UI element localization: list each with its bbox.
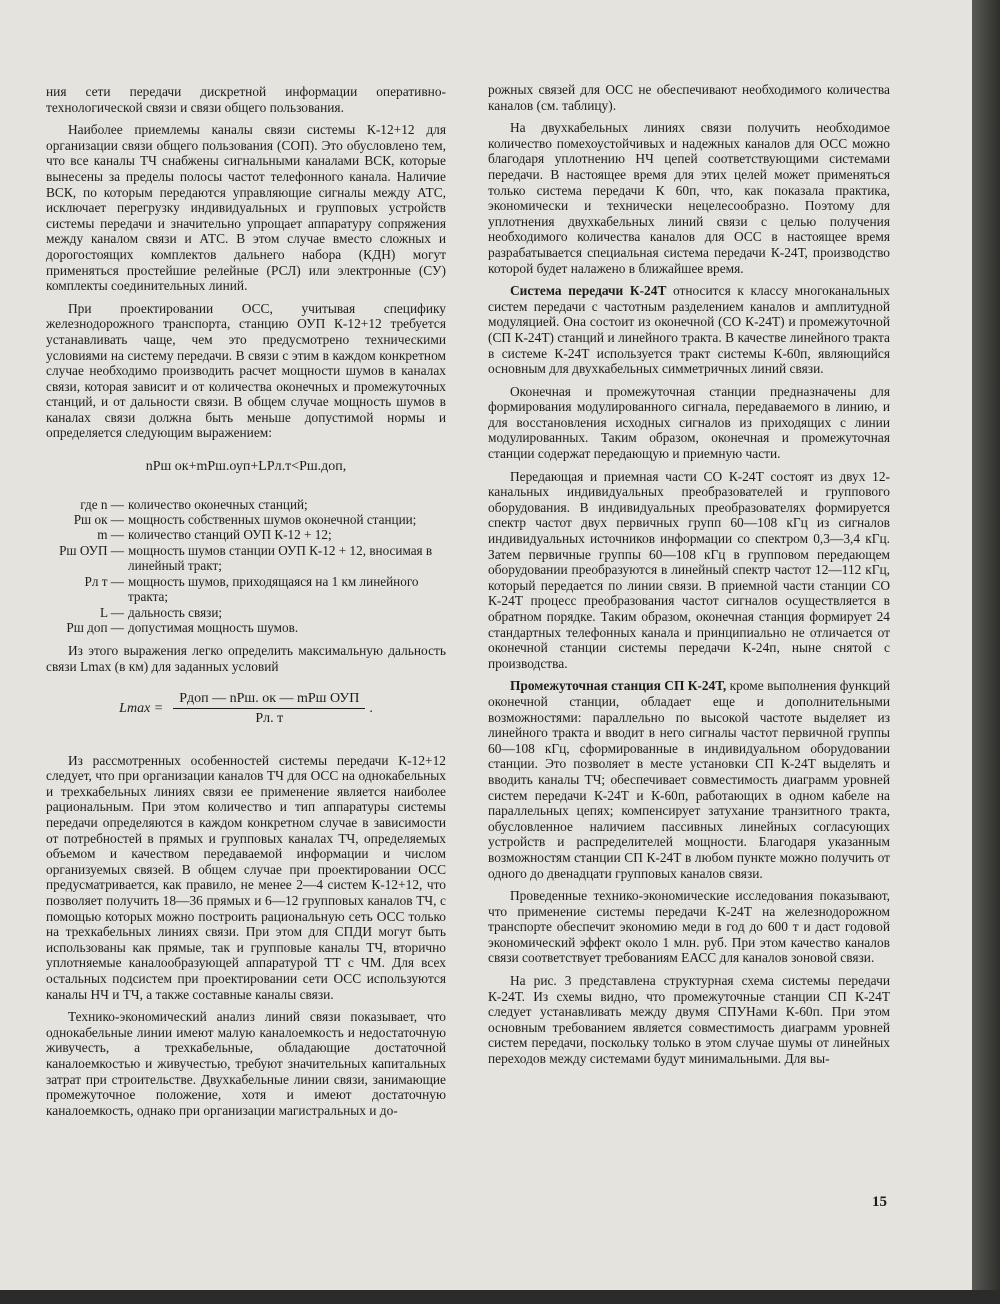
paragraph: ния сети передачи дискретной информации оперативно-технологической связи и связи общего пользования. bbox=[46, 84, 446, 115]
formula-fraction bbox=[173, 691, 365, 727]
definition-text: мощность шумов станции ОУП К-12 + 12, вносимая в линейный тракт; bbox=[128, 542, 433, 574]
definition-text: мощность собственных шумов оконечной станции; bbox=[128, 512, 417, 528]
max-distance-formula bbox=[46, 691, 446, 727]
paragraph: Оконечная и промежуточная станции предназначены для формирования модулированного сигнала, передаваемого в линию, и для восстановления исходных сигналов из приходящих с линии модулированных. Таким образом, оконечная и промежуточная станции содержат передающую и приемную части. bbox=[488, 383, 890, 462]
paragraph: Проведенные технико-экономические исследования показывают, что применение системы передачи К-24Т на железнодорожном транспорте обеспечит экономию меди в год до 600 т и даст годовой экономический эффект около 1 млн. руб. При этом качество каналов связи соответствует требованиям ЕАСС для каналов зоновой связи. bbox=[488, 888, 890, 966]
definition-row bbox=[46, 527, 446, 542]
definition-row bbox=[46, 574, 446, 605]
definition-symbol: Pл т — bbox=[84, 573, 124, 589]
paragraph-lead: Система передачи К-24Т bbox=[510, 283, 667, 299]
scan-bottom-edge bbox=[0, 1290, 1000, 1304]
formula-end: . bbox=[369, 700, 373, 716]
formula-lhs: Lmax = bbox=[119, 700, 164, 716]
paragraph: Из рассмотренных особенностей системы передачи К-12+12 следует, что при организации каналов ТЧ для ОСС на однокабельных и трехкабельных линиях связи ее применение является наиболее рациональным. При этом количество и тип аппаратуры системы передачи определяются в каждом конкретном случае в зависимости от потребностей в прямых и групповых каналах ТЧ, определяемых объемом и качеством передаваемой информации и числом организуемых связей. В общем случае при проектировании ОСС предусматривается, как правило, не менее 2—4 систем К-12+12, что позволяет получить 18—36 прямых и 6—12 групповых каналов ТЧ, с помощью которых можно построить рациональную сеть ОСС только на трехкабельных линиях связи. При этом для СПДИ могут быть использованы как прямые, так и групповые каналы ТЧ, вторично уплотняемые каналообразующей аппаратурой ТТ с ЧМ. Для всех остальных подсистем при проектировании сети ОСС используются каналы НЧ и ТЧ, а также составные каналы связи. bbox=[46, 752, 446, 1002]
definition-symbol: где n — bbox=[80, 496, 124, 512]
paragraph: На рис. 3 представлена структурная схема системы передачи К-24Т. Из схемы видно, что промежуточные станции СП К-24Т следует устанавливать между двумя СПУНами К-60п. При этом основным требованием является совместимость диаграмм уровней систем передачи, поскольку только в этом случае шумы от линейных переходов между системами будут минимальными. Для вы- bbox=[488, 973, 890, 1067]
paragraph: рожных связей для ОСС не обеспечивают необходимого количества каналов (см. таблицу). bbox=[488, 82, 890, 113]
right-column bbox=[488, 82, 890, 1074]
binding-gutter bbox=[972, 0, 1000, 1304]
definition-row bbox=[46, 620, 446, 635]
formula-definitions bbox=[46, 497, 446, 636]
page-number: 15 bbox=[872, 1194, 887, 1210]
definition-symbol: m — bbox=[97, 527, 124, 543]
definition-row bbox=[46, 497, 446, 512]
definition-symbol: L — bbox=[99, 604, 124, 620]
definition-text: мощность шумов, приходящаяся на 1 км линейного тракта; bbox=[128, 573, 419, 605]
definition-row bbox=[46, 543, 446, 574]
definition-text: допустимая мощность шумов. bbox=[128, 619, 299, 635]
definition-symbol: Pш ок — bbox=[73, 512, 124, 528]
paragraph: Наиболее приемлемы каналы связи системы К-12+12 для организации связи общего пользования (СОП). Это обусловлено тем, что все каналы ТЧ снабжены сигнальными каналами ВСК, которые вынесены за пределы полосы частот телефонного канала. Наличие ВСК, по которым передаются управляющие сигналы между АТС, исключает перегрузку индивидуальных и групповых устройств системы передачи и значительно упрощает аппаратуру сопряжения между каналом связи и АТС. В этом случае вместо сложных и дорогостоящих комплектов дальнего набора (КДН) могут применяться простейшие релейные (РСЛ) или электронные (СУ) комплекты соединительных линий. bbox=[46, 122, 446, 294]
paragraph-lead: Промежуточная станция СП К-24Т, bbox=[510, 678, 727, 694]
paragraph-body: кроме выполнения функций оконечной станции, обладает еще и дополнительными возможностями: параллельно по высокой частоте выделяет из линейного тракта и вводит в него сигналы частот первичной группы 60—108 кГц, сформированные в индивидуальном оборудовании станции. Это позволяет в месте установки СП К-24Т выделять и вводить каналы ТЧ; обеспечивает совместимость диаграмм уровней систем передачи К-24Т и К-60п, работающих в одном кабеле на параллельных цепях; компенсирует затухание транзитного тракта, обусловленное наличием пассивных линейных согласующих устройств и распределителей мощности. Благодаря указанным возможностям станции СП К-24Т в любом пункте можно получить от одного до двенадцати групповых каналов связи. bbox=[488, 678, 890, 881]
paragraph: На двухкабельных линиях связи получить необходимое количество помехоустойчивых и надежных каналов для ОСС можно благодаря уплотнению НЧ цепей соответствующими системами передачи. В настоящее время для этих целей может применяться только система передачи К 60п, что, как показала практика, экономически и технически нецелесообразно. Поэтому для уплотнения двухкабельных линий связи с целью получения необходимого количества каналов для ОСС в настоящее время разрабатывается специальная система передачи К-24Т, производство которой будет налажено в ближайшее время. bbox=[488, 120, 890, 276]
noise-inequality-formula: nPш ок+mPш.оуп+LPл.т<Pш.доп, bbox=[145, 459, 347, 475]
definition-text: количество станций ОУП К-12 + 12; bbox=[128, 527, 332, 543]
formula-denominator: Pл. т bbox=[255, 711, 284, 727]
paragraph-body: относится к классу многоканальных систем передачи с частотным разделением каналов и амплитудной модуляцией. Она состоит из оконечной (СО К-24Т) и промежуточной (СП К-24Т) станций и линейного тракта. В качестве линейного тракта в системе К-24Т используется тракт системы К-60п, являющийся основным для двухкабельных симметричных линий связи. bbox=[488, 283, 890, 377]
paragraph: При проектировании ОСС, учитывая специфику железнодорожного транспорта, станцию ОУП К-12+12 требуется устанавливать чаще, чем это предусмотрено техническими условиями на систему передачи. В связи с этим в каждом конкретном случае необходимо производить расчет мощности шумов в каналах связи, которая зависит и от количества оконечных и промежуточных станций, и от дальности связи. В общем случае мощность шумов в каналах связи должна быть меньше допустимой нормы и определяется следующим выражением: bbox=[46, 300, 446, 441]
paragraph: Из этого выражения легко определить максимальную дальность связи Lmax (в км) для заданных условий bbox=[46, 643, 446, 674]
paragraph bbox=[488, 283, 890, 377]
paragraph bbox=[488, 678, 890, 881]
left-column bbox=[46, 84, 446, 1125]
paragraph: Технико-экономический анализ линий связи показывает, что однокабельные линии имеют малую каналоемкость и недостаточную живучесть, а трехкабельные, обладающие достаточной каналоемкостью и живучестью, требуют значительных капитальных затрат при строительстве. Двухкабельные линии связи, занимающие промежуточное положение, хотя и имеют достаточную каналоемкость, однако при организации магистральных и до- bbox=[46, 1009, 446, 1118]
definition-text: дальность связи; bbox=[128, 604, 223, 620]
definition-row bbox=[46, 605, 446, 620]
definition-row bbox=[46, 512, 446, 527]
definition-symbol: Pш ОУП — bbox=[59, 542, 124, 558]
definition-symbol: Pш доп — bbox=[66, 619, 124, 635]
paragraph: Передающая и приемная части СО К-24Т состоят из двух 12-канальных индивидуальных преобразователей и группового оборудования. В индивидуальных преобразователях формируется спектр частот двух первичных групп 60—108 кГц из сигналов индивидуальных источников информации со спектром 0,3—3,4 кГц. Затем первичные группы 60—108 кГц в групповом передающем оборудовании преобразуются в линейный спектр частот 12—112 кГц, который передается по линии связи. В приемной части станции СО К-24Т процесс преобразования частот сигналов осуществляется в обратном порядке. Таким образом, оконечная станция формирует 24 стандартных телефонных канала и принципиально не отличается от оконечной станции системы передачи К-24п, ныне снятой с производства. bbox=[488, 468, 890, 671]
formula-numerator: Pдоп — nPш. ок — mPш ОУП bbox=[173, 691, 365, 710]
definition-text: количество оконечных станций; bbox=[128, 496, 308, 512]
